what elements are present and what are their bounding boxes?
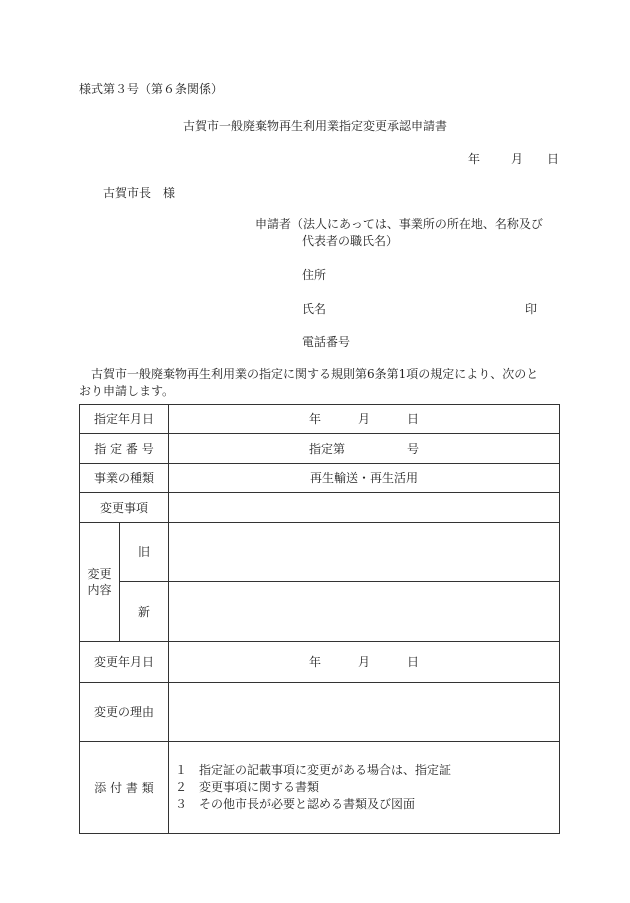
row-change-new	[80, 582, 560, 642]
change-content-label-2: 内容	[87, 583, 112, 597]
applicant-name-label: 氏名	[302, 302, 327, 316]
old-content-field[interactable]	[169, 523, 560, 582]
row-change-date	[80, 642, 560, 683]
applicant-phone-label: 電話番号	[302, 335, 351, 349]
designation-number-field[interactable]	[169, 434, 560, 464]
row-change-items	[80, 493, 560, 523]
designation-date-label: 指定年月日	[80, 405, 169, 434]
document-title: 古賀市一般廃棄物再生利用業指定変更承認申請書	[182, 119, 447, 133]
change-content-label-1: 変更	[87, 567, 112, 581]
row-attachments	[80, 742, 560, 834]
intro-line-2: おり申請します。	[79, 384, 175, 398]
old-label: 旧	[120, 523, 169, 582]
submission-date	[468, 151, 559, 167]
new-content-field[interactable]	[169, 582, 560, 642]
row-change-old	[80, 523, 560, 582]
change-items-label: 変更事項	[80, 493, 169, 523]
change-reason-field[interactable]	[169, 683, 560, 742]
row-designation-date	[80, 405, 560, 434]
business-type-value: 再生輸送・再生活用	[169, 464, 560, 493]
intro-line-1: 古賀市一般廃棄物再生利用業の指定に関する規則第6条第1項の規定により、次のと	[91, 367, 539, 381]
attachments-list	[169, 742, 560, 834]
date-month: 月	[511, 152, 524, 166]
row-business-type	[80, 464, 560, 493]
change-date-field[interactable]	[169, 642, 560, 683]
attachments-label: 添 付 書 類	[80, 742, 169, 834]
applicant-label: 申請者（法人にあっては、事業所の所在地、名称及び	[255, 217, 543, 231]
applicant-address-label: 住所	[302, 268, 327, 282]
designation-day: 日	[407, 412, 420, 426]
change-date-label: 変更年月日	[80, 642, 169, 683]
date-day: 日	[547, 152, 560, 166]
row-change-reason	[80, 683, 560, 742]
change-year: 年	[308, 655, 321, 669]
business-type-label: 事業の種類	[80, 464, 169, 493]
change-month: 月	[358, 655, 371, 669]
designation-date-field[interactable]	[169, 405, 560, 434]
new-label: 新	[120, 582, 169, 642]
change-reason-label: 変更の理由	[80, 683, 169, 742]
row-designation-number	[80, 434, 560, 464]
designation-number-label: 指 定 番 号	[80, 434, 169, 464]
attachment-item-2: ２ 変更事項に関する書類	[175, 780, 320, 794]
attachment-item-1: １ 指定証の記載事項に変更がある場合は、指定証	[175, 763, 452, 777]
applicant-label-cont: 代表者の職氏名）	[302, 234, 399, 248]
designation-year: 年	[308, 412, 321, 426]
designation-number-suffix: 号	[407, 441, 420, 456]
designation-number-prefix: 指定第	[309, 441, 346, 456]
change-day: 日	[407, 655, 420, 669]
date-year: 年	[468, 152, 481, 166]
seal-mark: 印	[525, 302, 538, 316]
form-number: 様式第３号（第６条関係）	[79, 82, 224, 96]
change-items-field[interactable]	[169, 493, 560, 523]
change-content-label	[80, 523, 120, 642]
addressee: 古賀市長 様	[103, 186, 176, 200]
attachment-item-3: ３ その他市長が必要と認める書類及び図面	[175, 797, 416, 811]
designation-month: 月	[358, 412, 371, 426]
application-table	[79, 404, 560, 834]
